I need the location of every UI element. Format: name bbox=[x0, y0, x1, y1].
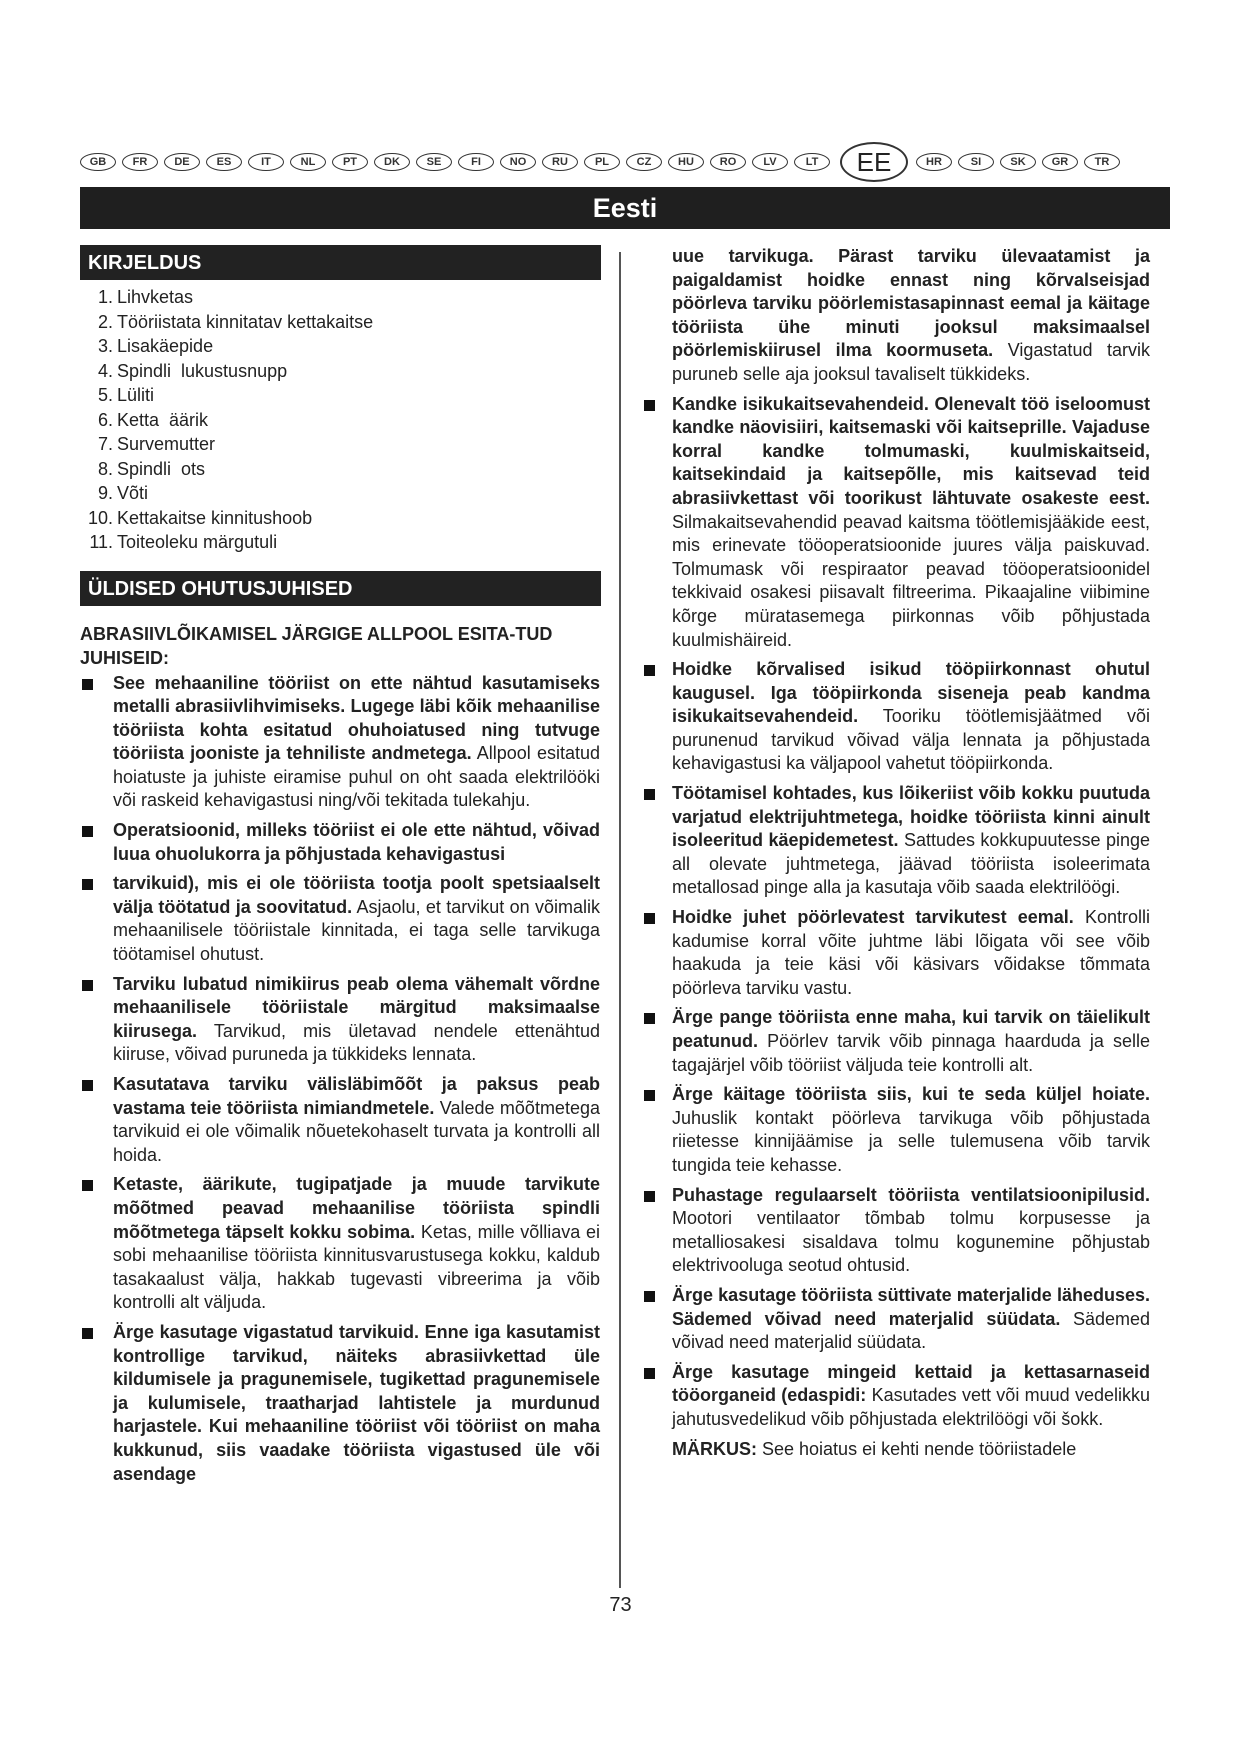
bullet-square-icon bbox=[644, 1090, 655, 1101]
bullet-square-icon bbox=[644, 1368, 655, 1379]
list-item-text: Võti bbox=[117, 483, 149, 503]
language-badge-pl: PL bbox=[584, 153, 620, 171]
list-item bbox=[80, 359, 600, 384]
list-item-text: Ketta äärik bbox=[117, 409, 209, 430]
list-item-text: Spindli lukustusnupp bbox=[117, 360, 288, 381]
left-safety-items bbox=[80, 672, 600, 1487]
note-label: MÄRKUS: bbox=[672, 1438, 757, 1459]
safety-item: Ärge kasutage vigastatud tarvikuid. Enne iga kasutamist kontrollige tarvikud, näiteks abrasiivkettad üle kildumisele ja pragunemisele, tugikettad pragunemisele ja kulumisele, traatharjad lahtistele ja murdunud harjastele. Kui mehaaniline tööriist või tööriist on maha kukkunud, siis vaadake tööriista vigastused üle või asendage bbox=[80, 1321, 600, 1486]
list-item-number: 4. bbox=[97, 360, 113, 381]
language-badge-lv: LV bbox=[752, 153, 788, 171]
list-item bbox=[80, 432, 600, 457]
bullet-square-icon bbox=[82, 1328, 93, 1339]
language-badge-hr: HR bbox=[916, 153, 952, 171]
list-item bbox=[80, 285, 600, 310]
column-divider bbox=[619, 252, 621, 1588]
language-badge-dk: DK bbox=[374, 153, 410, 171]
list-item-text: Lisakäepide bbox=[117, 336, 214, 356]
safety-item: Tarviku lubatud nimikiirus peab olema vähemalt võrdne mehaanilisele tööriistale märgitud maksimaalse kiirusega. Tarvikud, mis ületavad nendele ettenähtud kiiruse, võivad puruneda ja tükkideks lennata. bbox=[80, 973, 600, 1067]
safety-item: Hoidke kõrvalised isikud tööpiirkonnast ohutul kaugusel. Iga tööpiirkonda siseneja peab kandma isikukaitsevahendeid. Tooriku töötlemisjäätmed või purunenud tarvikud võivad välja lennata ja põhjustada kehavigastusi ka väljapool vahetut tööpiirkonda. bbox=[642, 658, 1150, 776]
safety-item: tarvikuid), mis ei ole tööriista tootja poolt spetsiaalselt välja töötatud ja soovitatud. Asjaolu, et tarvikut on võimalik mehaanilisele tööriistale kinnitada, ei taga selle tarvikuga töötamisel ohutust. bbox=[80, 872, 600, 966]
list-item-text: Tööriistata kinnitatav kettakaitse bbox=[117, 311, 374, 332]
safety-item: Puhastage regulaarselt tööriista ventilatsioonipilusid. Mootori ventilaator tõmbab tolmu korpusesse ja metalliosakesi sisaldava tolmu kogunemine põhjustab elektrivooluga seotud ohtusid. bbox=[642, 1184, 1150, 1278]
bullet-square-icon bbox=[644, 789, 655, 800]
language-badge-tr: TR bbox=[1084, 153, 1120, 171]
language-badge-lt: LT bbox=[794, 153, 830, 171]
language-badge-it: IT bbox=[248, 153, 284, 171]
bullet-square-icon bbox=[644, 1291, 655, 1302]
list-item bbox=[80, 481, 600, 506]
list-item bbox=[80, 383, 600, 408]
list-item-number: 2. bbox=[97, 311, 113, 332]
language-badge-es: ES bbox=[206, 153, 242, 171]
language-badge-ro: RO bbox=[710, 153, 746, 171]
list-item-number: 8. bbox=[97, 458, 113, 479]
language-badge-si: SI bbox=[958, 153, 994, 171]
safety-item: Kandke isikukaitsevahendeid. Olenevalt töö iseloomust kandke näovisiiri, kaitsemaski või kaitseprille. Vajaduse korral kandke tolmumaski, kuulmiskaitseid, kaitsekindaid ja kaitsepõlle, mis kaitsevad teid abrasiivkettast või toorikust lähtuvate osakeste eest. Silmakaitsevahendid peavad kaitsma töötlemisjääkide eest, mis erinevate tööoperatsioonide juures välja paiskuvad. Tolmumask või respiraator peavad tööoperatsioonidel tekkivaid osakesi piisavalt filtreerima. Pikaajaline viibimine kõrge müratasemega piirkonnas võib põhjustada kuulmishäireid. bbox=[642, 393, 1150, 653]
bullet-square-icon bbox=[644, 665, 655, 676]
safety-item: Hoidke juhet pöörlevatest tarvikutest eemal. Kontrolli kadumise korral võite juhtme läbi lõigata või see võib haakuda ja teie käsi või käsivars võidakse tõmmata pöörleva tarviku vastu. bbox=[642, 906, 1150, 1000]
list-item bbox=[80, 506, 600, 531]
list-item-text: Kettakaitse kinnitushoob bbox=[117, 507, 313, 528]
safety-item: Kasutatava tarviku välisläbimõõt ja paksus peab vastama teie tööriista nimiandmetele. Valede mõõtmetega tarvikuid ei ole võimalik nõuetekohaselt turvata ja kontrolli all hoida. bbox=[80, 1073, 600, 1167]
safety-item: Operatsioonid, milleks tööriist ei ole ette nähtud, võivad luua ohuolukorra ja põhjustada kehavigastusi bbox=[80, 819, 600, 866]
list-item-number: 1. bbox=[97, 287, 113, 307]
language-badge-pt: PT bbox=[332, 153, 368, 171]
note-text: See hoiatus ei kehti nende tööriistadele bbox=[757, 1438, 1077, 1459]
language-badge-no: NO bbox=[500, 153, 536, 171]
list-item-number: 11. bbox=[89, 532, 113, 552]
list-item-number: 7. bbox=[97, 434, 113, 454]
bullet-square-icon bbox=[82, 826, 93, 837]
right-safety-items bbox=[642, 393, 1150, 1432]
safety-item: Ketaste, äärikute, tugipatjade ja muude tarvikute mõõtmed peavad mehaanilise tööriista spindli mõõtmetega täpselt kokku sobima. Ketas, mille võlliava ei sobi mehaanilise tööriista kinnitusvarustusega kokku, kaldub tasakaalust välja, hakkab tugevasti vibreerima ja võib kontrolli alt väljuda. bbox=[80, 1173, 600, 1315]
language-badge-ru: RU bbox=[542, 153, 578, 171]
safety-item: See mehaaniline tööriist on ette nähtud kasutamiseks metalli abrasiivlihvimiseks. Lugege läbi kõik mehaanilise tööriista kohta esitatud ohuhoiatused ning tutvuge tööriista jooniste ja tehniliste andmetega. Allpool esitatud hoiatuste ja juhiste eiramise puhul on oht saada elektrilööki või raskeid kehavigastusi ning/või tekitada tulekahju. bbox=[80, 672, 600, 814]
list-item-text: Lihvketas bbox=[117, 287, 194, 307]
list-item bbox=[80, 530, 600, 555]
list-item-text: Lüliti bbox=[117, 385, 155, 405]
section-heading-safety: ÜLDISED OHUTUSJUHISED bbox=[80, 571, 601, 606]
list-item bbox=[80, 310, 600, 335]
language-bar bbox=[80, 147, 1170, 177]
page-number: 73 bbox=[609, 1594, 632, 1616]
right-column bbox=[642, 245, 1150, 1467]
bullet-square-icon bbox=[644, 913, 655, 924]
language-badge-sk: SK bbox=[1000, 153, 1036, 171]
list-item bbox=[80, 334, 600, 359]
bullet-square-icon bbox=[644, 1191, 655, 1202]
safety-item: Ärge kasutage tööriista süttivate materjalide läheduses. Sädemed võivad need materjalid süüdata. Sädemed võivad need materjalid süüdata. bbox=[642, 1284, 1150, 1355]
list-item bbox=[80, 457, 600, 482]
page-title: Eesti bbox=[80, 187, 1170, 229]
bullet-square-icon bbox=[644, 400, 655, 411]
language-badge-fi: FI bbox=[458, 153, 494, 171]
language-badge-hu: HU bbox=[668, 153, 704, 171]
note bbox=[642, 1438, 1150, 1462]
language-badge-ee: EE bbox=[840, 142, 908, 182]
list-item-number: 10. bbox=[87, 507, 113, 528]
list-item-number: 6. bbox=[97, 409, 113, 430]
list-item bbox=[80, 408, 600, 433]
bullet-square-icon bbox=[82, 679, 93, 690]
language-badge-gr: GR bbox=[1042, 153, 1078, 171]
bullet-square-icon bbox=[82, 1180, 93, 1191]
parts-list bbox=[80, 285, 600, 555]
list-item-text: Toiteoleku märgutuli bbox=[117, 532, 278, 552]
language-badge-cz: CZ bbox=[626, 153, 662, 171]
safety-item: Töötamisel kohtades, kus lõikeriist võib kokku puutuda varjatud elektrijuhtmetega, hoidke tööriista kinni ainult isoleeritud käepidemetest. Sattudes kokkupuutesse pinge all olevate juhtmetega, jäävad tööriista isoleerimata metallosad pinge alla ja kasutaja võib saada elektrilöögi. bbox=[642, 782, 1150, 900]
bullet-square-icon bbox=[82, 980, 93, 991]
continued-paragraph: uue tarvikuga. Pärast tarviku ülevaatamist ja paigaldamist hoidke ennast ning kõrvalseisjad pöörleva tarviku pöörlemistasapinnast eemal ja käitage tööriista ühe minuti jooksul maksimaalsel pöörlemiskiirusel ilma koormuseta. Vigastatud tarvik puruneb selle aja jooksul tavaliselt tükkideks. bbox=[672, 246, 1150, 384]
list-item-number: 5. bbox=[97, 385, 113, 405]
bullet-square-icon bbox=[82, 1080, 93, 1091]
safety-item: Ärge kasutage mingeid kettaid ja kettasarnaseid tööorganeid (edaspidi: Kasutades vett või muud vedelikku jahutusvedelikud võib põhjustada elektrilöögi või šokk. bbox=[642, 1361, 1150, 1432]
list-item-text: Spindli ots bbox=[117, 458, 206, 479]
language-badge-nl: NL bbox=[290, 153, 326, 171]
section-heading-description: KIRJELDUS bbox=[80, 245, 601, 280]
safety-subheading: ABRASIIVLÕIKAMISEL JÄRGIGE ALLPOOL ESITA-TUD JUHISEID: bbox=[80, 623, 553, 668]
list-item-number: 3. bbox=[97, 336, 113, 356]
language-badge-se: SE bbox=[416, 153, 452, 171]
left-column bbox=[80, 245, 600, 1492]
language-badge-gb: GB bbox=[80, 153, 116, 171]
bullet-square-icon bbox=[644, 1013, 655, 1024]
list-item-number: 9. bbox=[97, 483, 113, 503]
bullet-square-icon bbox=[82, 879, 93, 890]
list-item-text: Survemutter bbox=[117, 434, 216, 454]
language-badge-fr: FR bbox=[122, 153, 158, 171]
safety-item: Ärge käitage tööriista siis, kui te seda küljel hoiate. Juhuslik kontakt pöörleva tarvikuga võib põhjustada riietesse kinnijäämise ja selle tulemusena võib tarvik tungida teie kehasse. bbox=[642, 1083, 1150, 1177]
safety-item: Ärge pange tööriista enne maha, kui tarvik on täielikult peatunud. Pöörlev tarvik võib pinnaga haarduda ja selle tagajärjel võib tööriist väljuda teie kontrolli alt. bbox=[642, 1006, 1150, 1077]
language-badge-de: DE bbox=[164, 153, 200, 171]
